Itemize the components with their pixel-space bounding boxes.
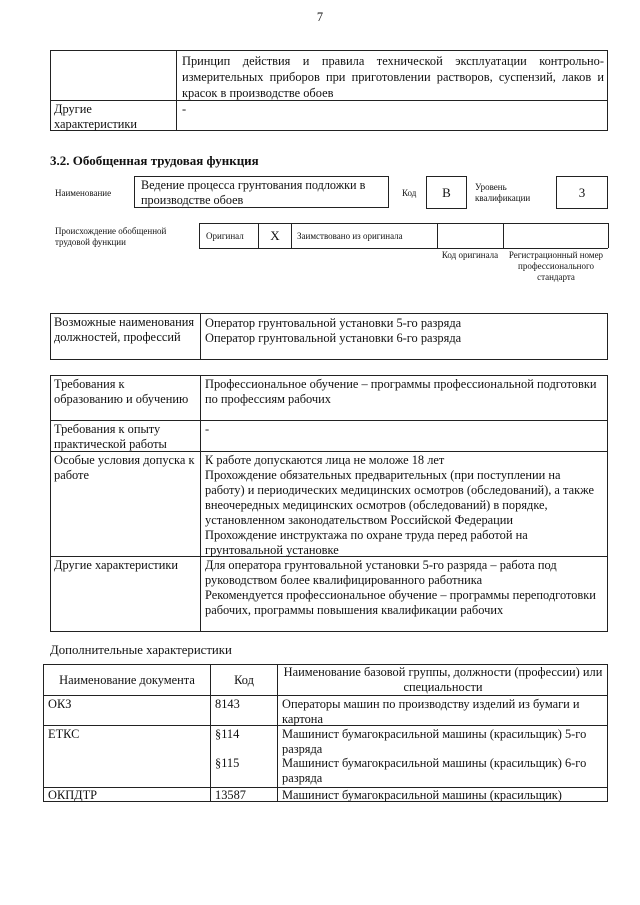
original-mark: X [270,228,280,243]
code-value-box [426,176,467,209]
page-number: 7 [316,10,324,24]
row-name: Машинист бумагокрасильной машины (красильщик) [282,788,562,802]
row-code: 8143 [215,697,240,711]
row-code: §115 [215,756,240,770]
level-value-box [556,176,608,209]
origin-label: Происхождение обобщенной трудовой функции [55,226,167,247]
borrowed-label: Заимствовано из оригинала [297,231,403,241]
positions-label: Возможные наименования должностей, профессий [54,315,195,344]
req-other-label: Другие характеристики [54,558,179,572]
row-name: Операторы машин по производству изделий из бумаги и картона [282,697,580,726]
code-original-caption: Код оригинала [441,250,499,260]
row-code: §114 [215,727,240,741]
header-name: Наименование базовой группы, должности (профессии) или специальности [283,665,603,694]
row-name: Машинист бумагокрасильной машины (красильщик) 6-го разряда [282,756,587,785]
original-label: Оригинал [206,231,244,241]
additional-title: Дополнительные характеристики [50,643,232,657]
principle-text: Принцип действия и правила технической эксплуатации контрольно-измерительных приборов при приготовлении растворов, суспензий, лаков и красок в производстве обоев [182,54,604,100]
level-value: 3 [578,185,586,200]
row-code: 13587 [215,788,246,802]
row-doc: ОКПДТР [48,788,98,802]
req-admission-label: Особые условия допуска к работе [54,453,195,482]
header-code: Код [234,673,254,687]
req-other-value: Для оператора грунтовальной установки 5-го разряда – работа под руководством более квалифицированного работника Рекомендуется профессиональное обучение – программы переподготовки рабочих, программы повышения квалификации рабочих [205,558,596,617]
name-value: Ведение процесса грунтования подложки в производстве обоев [141,178,366,207]
row-doc: ЕТКС [48,727,80,741]
position-value-1: Оператор грунтовальной установки 5-го разряда [205,316,462,330]
row-name: Машинист бумагокрасильной машины (красильщик) 5-го разряда [282,727,587,756]
code-value: B [442,185,451,200]
level-label: Уровень квалификации [475,182,531,203]
name-label: Наименование [55,188,112,198]
req-experience-label: Требования к опыту практической работы [54,422,167,451]
req-education-value: Профессиональное обучение – программы профессиональной подготовки по профессиям рабочих [205,377,597,406]
req-education-label: Требования к образованию и обучению [54,377,189,406]
position-value-2: Оператор грунтовальной установки 6-го разряда [205,331,462,345]
section-title: 3.2. Обобщенная трудовая функция [50,153,259,168]
other-characteristics-label: Другие характеристики [54,102,138,131]
name-value-box [134,176,389,208]
req-admission-value: К работе допускаются лица не моложе 18 лет Прохождение обязательных предварительных (при поступлении на работу) и периодических медицинских осмотров (обследований), а также внеочередных медицинских осмотров (обследований) в порядке, установленном законодательством Российской Федерации Прохождение инструктажа по охране труда перед работой на грунтовальной установке [205,453,594,557]
registration-number-caption: Регистрационный номер профессионального стандарта [508,250,604,282]
req-experience-value: - [205,422,210,436]
other-characteristics-value: - [182,102,187,116]
row-doc: ОКЗ [48,697,72,711]
header-document: Наименование документа [59,673,195,687]
code-label: Код [402,188,417,198]
